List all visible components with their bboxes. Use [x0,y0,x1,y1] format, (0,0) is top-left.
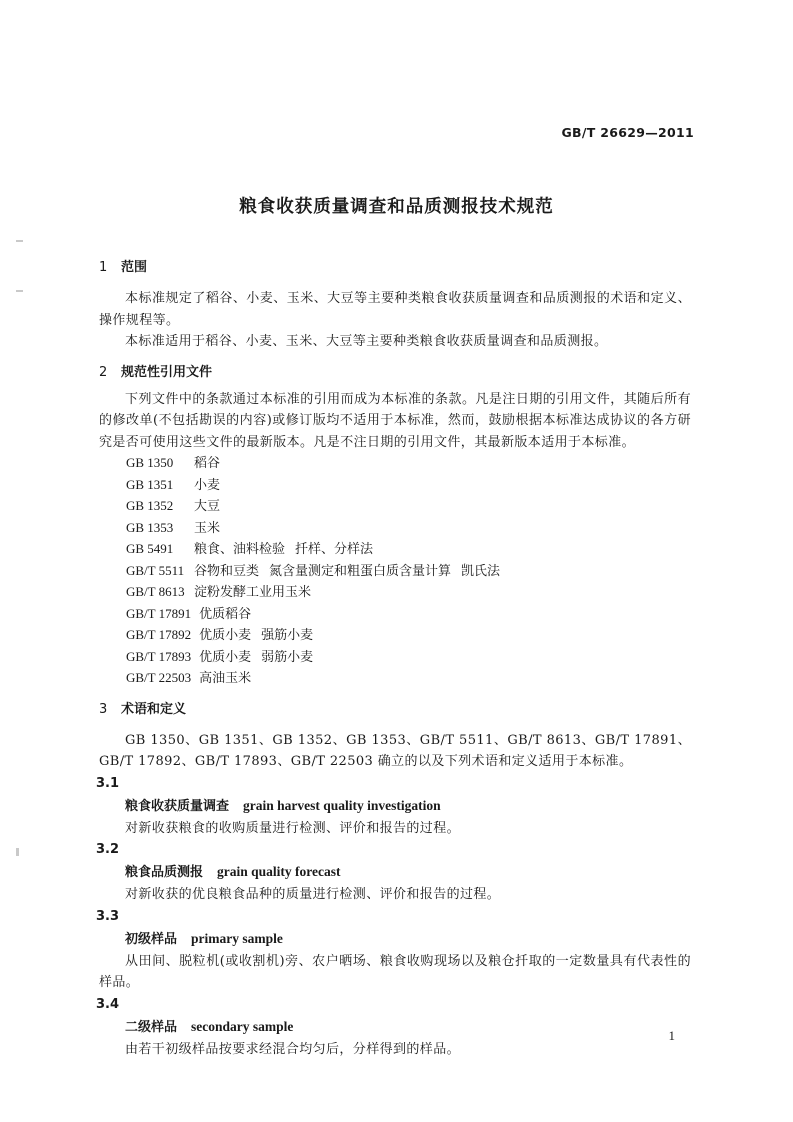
term-definition: 从田间、脱粒机(或收割机)旁、农户晒场、粮食收购现场以及粮仓扦取的一定数量具有代表性的样品。 [99,953,691,990]
term-name-en: secondary sample [191,1018,294,1034]
term-name-zh: 粮食品质测报 [125,865,204,880]
scope-paragraph: 本标准适用于稻谷、小麦、玉米、大豆等主要种类粮食收获质量调查和品质测报。 [125,334,608,349]
reference-subtitle: 扦样、分样法 [295,542,374,557]
scope-paragraph: 本标准规定了稻谷、小麦、玉米、大豆等主要种类粮食收获质量调查和品质测报的术语和定义、操作规程等。 [99,291,691,328]
term-name-en: grain harvest quality investigation [243,797,441,813]
reference-item [126,539,691,561]
section-title: 术语和定义 [121,701,187,717]
reference-subtitle: 氮含量测定和粗蛋白质含量计算 [269,563,452,579]
reference-code: GB 5491 [126,541,174,556]
term-entry [96,839,691,906]
reference-code: GB 1350 [126,455,174,470]
term-name [125,795,691,818]
section-title: 规范性引用文件 [121,364,213,380]
reference-item [126,561,691,583]
section-number: 2 [99,364,108,380]
term-name [125,861,691,884]
reference-subtitle: 弱筋小麦 [261,649,314,665]
term-number: 3.4 [96,996,120,1012]
scan-speck [16,848,19,856]
term-entry [96,773,691,840]
term-entry [96,994,691,1061]
section-1-heading [99,256,691,280]
term-definition: 对新收获粮食的收购质量进行检测、评价和报告的过程。 [125,820,461,836]
term-name-zh: 二级样品 [125,1019,178,1035]
terms-intro-paragraph: GB 1350、GB 1351、GB 1352、GB 1353、GB/T 5511、GB/T 8613、GB/T 17891、GB/T 17892、GB/T 17893、GB/T 22503 确立的以及下列术语和定义适用于本标准。 [99,732,692,769]
section-title: 范围 [121,260,148,275]
reference-title: 优质小麦 [199,649,252,665]
term-name [125,1016,691,1039]
reference-item [126,625,691,647]
term-entry [96,906,691,994]
reference-title: 小麦 [194,477,221,493]
scan-speck [16,290,23,292]
reference-subtitle: 强筋小麦 [261,628,314,643]
term-number: 3.1 [96,775,120,791]
reference-item [126,475,691,497]
reference-code: GB/T 5511 [126,562,185,578]
reference-title: 优质稻谷 [199,606,252,622]
reference-code: GB/T 17892 [126,627,192,642]
term-name-zh: 初级样品 [125,931,178,947]
reference-code: GB 1352 [126,498,174,513]
page-number: 1 [668,1028,675,1043]
term-number: 3.3 [96,908,120,924]
reference-code: GB/T 22503 [126,670,192,685]
reference-item [126,668,691,690]
reference-title: 淀粉发酵工业用玉米 [194,585,312,600]
reference-item [126,604,691,626]
reference-code: GB 1351 [126,476,174,492]
reference-list [126,453,691,690]
reference-item [126,582,691,604]
reference-code: GB/T 8613 [126,584,185,599]
section-3-heading [99,698,691,722]
scan-speck [16,240,23,242]
reference-title: 粮食、油料检验 [194,542,286,557]
reference-title: 稻谷 [194,456,221,471]
reference-title: 优质小麦 [199,628,252,643]
standard-code: GB/T 26629—2011 [561,125,694,140]
term-name-zh: 粮食收获质量调查 [125,798,230,814]
section-2-heading [99,361,691,385]
term-definition: 对新收获的优良粮食品种的质量进行检测、评价和报告的过程。 [125,887,501,902]
reference-code: GB/T 17893 [126,648,192,664]
reference-title: 高油玉米 [199,671,252,686]
reference-item [126,518,691,540]
references-paragraph: 下列文件中的条款通过本标准的引用而成为本标准的条款。凡是注日期的引用文件，其随后所有的修改单(不包括勘误的内容)或修订版均不适用于本标准，然而，鼓励根据本标准达成协议的各方研究是否可使用这些文件的最新版本。凡是不注日期的引用文件，其最新版本适用于本标准。 [99,391,691,450]
section-number: 3 [99,701,108,717]
reference-item [126,453,691,475]
reference-title: 谷物和豆类 [194,563,260,579]
reference-item [126,496,691,518]
section-number: 1 [99,260,108,275]
reference-title: 大豆 [194,499,221,514]
term-definition: 由若干初级样品按要求经混合均匀后，分样得到的样品。 [125,1041,461,1057]
term-name-en: primary sample [191,930,283,946]
reference-title: 玉米 [194,520,221,536]
reference-subtitle: 凯氏法 [461,563,501,579]
term-name-en: grain quality forecast [217,864,341,879]
document-title: 粮食收获质量调查和品质测报技术规范 [239,197,554,217]
term-name [125,928,691,951]
term-number: 3.2 [96,842,120,857]
reference-code: GB 1353 [126,519,174,535]
reference-code: GB/T 17891 [126,605,192,621]
reference-item [126,647,691,669]
document-body [96,256,692,1060]
